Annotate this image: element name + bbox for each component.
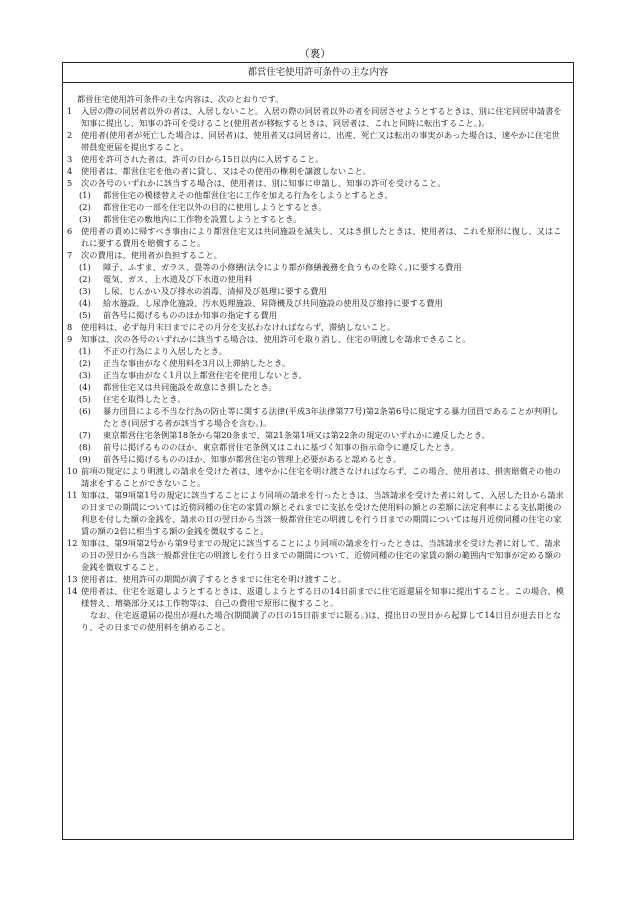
sub-condition-text: 住宅を取得したとき。 (103, 394, 186, 404)
sub-condition-item (67, 201, 567, 213)
sub-condition-item (67, 189, 567, 201)
sub-condition-item (67, 381, 567, 393)
condition-text: 使用者は、都営住宅を他の者に貸し、又はその使用の権利を譲渡しないこと。 (81, 166, 372, 176)
sub-condition-number: (3) (79, 370, 91, 380)
sub-condition-item (67, 309, 567, 321)
sub-condition-number: (8) (79, 442, 91, 452)
conditions-list (67, 105, 567, 609)
condition-item (67, 573, 567, 585)
sub-condition-text: 障子、ふすま、ガラス、畳等の小修繕(法令により都が修繕義務を負うものを除く。)に要する費用 (103, 262, 462, 272)
condition-text: 使用者は、使用許可の期間が満了するときまでに住宅を明け渡すこと。 (81, 574, 347, 584)
condition-number: 4 (67, 166, 73, 176)
condition-item (67, 465, 567, 489)
sub-condition-number: (2) (79, 274, 91, 284)
sub-condition-text: 電気、ガス、上水道及び下水道の使用料 (103, 274, 253, 284)
sub-condition-item (67, 393, 567, 405)
condition-item (67, 333, 567, 345)
sub-condition-item (67, 285, 567, 297)
document-body (63, 83, 573, 633)
condition-number: 13 (67, 574, 78, 584)
condition-text: 使用者の責めに帰すべき事由により都営住宅又は共同施設を滅失し、又はき損したときは、使用者は、これを原形に復し、又はこれに要する費用を賠償すること。 (81, 226, 562, 248)
condition-text: 使用を許可された者は、許可の日から15日以内に入居すること。 (81, 154, 324, 164)
condition-text: 知事は、次の各号のいずれかに該当する場合は、使用許可を取り消し、住宅の明渡しを請求できること。 (81, 334, 471, 344)
condition-text: 使用者(使用者が死亡した場合は、同居者)は、使用者又は同居者に、出産、死亡又は転出の事実があった場合は、速やかに住宅世帯員変更届を提出すること。 (81, 130, 560, 152)
sub-condition-item (67, 441, 567, 453)
condition-item (67, 585, 567, 609)
sub-condition-text: 都営住宅の一部を住宅以外の目的に使用しようとするとき。 (103, 202, 327, 212)
sub-condition-text: 不正の行為により入居したとき。 (103, 346, 227, 356)
sub-condition-text: 正当な事由がなく1月以上都営住宅を使用しないとき。 (103, 370, 307, 380)
sub-condition-text: 東京都営住宅条例第18条から第20条まで、第21条第1項又は第22条の規定のいずれかに違反したとき。 (103, 430, 491, 440)
sub-condition-number: (7) (79, 430, 91, 440)
sub-condition-item (67, 429, 567, 441)
sub-condition-number: (1) (79, 190, 91, 200)
condition-item (67, 249, 567, 261)
document-frame (62, 62, 574, 840)
sub-condition-item (67, 453, 567, 465)
sub-condition-number: (1) (79, 262, 91, 272)
condition-item (67, 537, 567, 573)
sub-condition-text: 給水施設、し尿浄化施設、汚水処理施設、昇降機及び共同施設の使用及び維持に要する費用 (103, 298, 443, 308)
sub-condition-number: (2) (79, 358, 91, 368)
return-note: なお、住宅返還届の提出が遅れた場合(期間満了の日の15日前までに限る。)は、提出日の翌日から起算して14日目が退去日となり、その日までの使用料を納めること。 (81, 610, 562, 632)
sub-condition-text: し尿、じんかい及び排水の消毒、清掃及び処理に要する費用 (103, 286, 327, 296)
condition-item (67, 129, 567, 153)
sub-condition-number: (4) (79, 298, 91, 308)
sub-condition-number: (5) (79, 394, 91, 404)
sub-condition-number: (6) (79, 406, 91, 416)
sub-condition-text: 都営住宅又は共同施設を故意にき損したとき。 (103, 382, 277, 392)
sub-condition-number: (4) (79, 382, 91, 392)
document-title: 都営住宅使用許可条件の主な内容 (63, 63, 573, 83)
condition-item (67, 225, 567, 249)
condition-number: 2 (67, 130, 73, 140)
sub-condition-item (67, 297, 567, 309)
sub-condition-item (67, 213, 567, 225)
condition-item (67, 165, 567, 177)
condition-text: 使用者は、住宅を返還しようとするときは、返還しようとする日の14日前までに住宅返還届を知事に提出すること。この場合、模様替え、増築部分又は工作物等は、自己の費用で原形に復すること。 (81, 586, 565, 608)
sub-condition-number: (1) (79, 346, 91, 356)
condition-number: 12 (67, 538, 78, 548)
condition-text: 入居の際の同居者以外の者は、入居しないこと。入居の際の同居者以外の者を同居させようとするときは、別に住宅同居申請書を知事に提出し、知事の許可を受けること(使用者が移転するときは、同居者は、これと同時に転出すること。)。 (81, 106, 562, 128)
condition-text: 使用料は、必ず毎月末日までにその月分を支払わなければならず、滞納しないこと。 (81, 322, 396, 332)
condition-number: 14 (67, 586, 78, 596)
sub-condition-text: 都営住宅の敷地内に工作物を設置しようとするとき。 (103, 214, 302, 224)
condition-number: 8 (67, 322, 73, 332)
sub-condition-text: 前各号に掲げるもののほか知事の指定する費用 (103, 310, 278, 320)
sub-condition-item (67, 273, 567, 285)
sub-condition-item (67, 405, 567, 429)
sub-condition-text: 都営住宅の模様替えその他都営住宅に工作を加える行為をしようとするとき。 (103, 190, 393, 200)
condition-number: 7 (67, 250, 73, 260)
condition-number: 1 (67, 106, 73, 116)
sub-condition-text: 前号に掲げるもののほか、東京都営住宅条例又はこれに基づく知事の指示命令に違反したとき。 (103, 442, 460, 452)
condition-number: 3 (67, 154, 73, 164)
condition-text: 次の費用は、使用者が負担すること。 (81, 250, 222, 260)
sub-condition-text: 正当な事由がなく使用料を3月以上滞納したとき。 (103, 358, 291, 368)
sub-condition-number: (2) (79, 202, 91, 212)
condition-number: 11 (67, 490, 78, 500)
sub-condition-text: 暴力団員による不当な行為の防止等に関する法律(平成3年法律第77号)第2条第6号に規定する暴力団員であることが判明したとき(同居する者が該当する場合を含む。)。 (103, 406, 559, 428)
condition-number: 6 (67, 226, 73, 236)
intro-text: 都営住宅使用許可条件の主な内容は、次のとおりです。 (77, 94, 284, 104)
condition-text: 前項の規定により明渡しの請求を受けた者は、速やかに住宅を明け渡さなければならず、この場合、使用者は、損害賠償その他の請求をすることができないこと。 (81, 466, 562, 488)
condition-item (67, 489, 567, 537)
condition-item (67, 177, 567, 189)
condition-item (67, 321, 567, 333)
condition-text: 次の各号のいずれかに該当する場合は、使用者は、別に知事に申請し、知事の許可を受けること。 (81, 178, 446, 188)
condition-item (67, 153, 567, 165)
condition-item (67, 105, 567, 129)
sub-condition-item (67, 261, 567, 273)
condition-text: 知事は、第9項第2号から第9号までの規定に該当することにより同項の請求を行ったときは、当該請求を受けた者に対して、請求の日の翌日から当該一般都営住宅の明渡しを行う日までの期間について、近傍同種の住宅の家賃の額の範囲内で知事が定める額の金銭を徴収すること。 (81, 538, 562, 572)
sub-condition-text: 前各号に掲げるもののほか、知事が都営住宅の管理上必要があると認めるとき。 (103, 454, 402, 464)
condition-text: 知事は、第9項第1号の規定に該当することにより同項の請求を行ったときは、当該請求を受けた者に対して、入居した日から請求の日までの期間については近傍同種の住宅の家賃の額とそれまでに支払を受けた使用料の額との差額に法定利率による支払期後の利息を付した額の金銭を、請求の日の翌日から当該一般都営住宅の明渡しを行う日までの期間については毎月近傍同種の住宅の家賃の額の2倍に相当する額の金銭を徴収すること。 (81, 490, 564, 536)
sub-condition-number: (3) (79, 214, 91, 224)
sub-condition-number: (5) (79, 310, 91, 320)
sub-condition-number: (9) (79, 454, 91, 464)
condition-number: 9 (67, 334, 73, 344)
sub-condition-item (67, 369, 567, 381)
page-side-label: （裏） (299, 48, 331, 60)
condition-number: 5 (67, 178, 73, 188)
sub-condition-number: (3) (79, 286, 91, 296)
sub-condition-item (67, 345, 567, 357)
sub-condition-item (67, 357, 567, 369)
condition-number: 10 (67, 466, 78, 476)
